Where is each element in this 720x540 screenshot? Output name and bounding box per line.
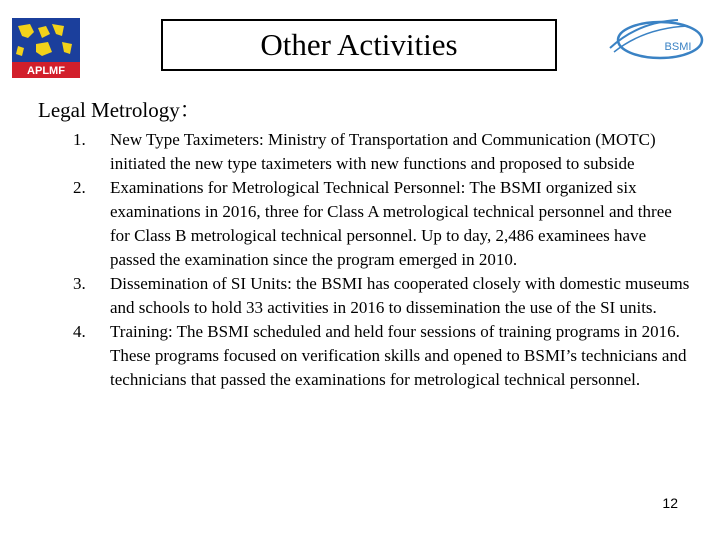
aplmf-logo-text: APLMF (27, 65, 65, 77)
list-item (0, 128, 690, 176)
page-number: 12 (662, 495, 678, 511)
list-item-number: 3. (73, 274, 86, 293)
list-item-text: Training: The BSMI scheduled and held four sessions of training programs in 2016. These programs focused on verification skills and opened to BSMI’s technicians and technicians that passed the examinations for metrological technical personnel. (110, 322, 687, 389)
bsmi-logo-text: BSMI (664, 41, 692, 53)
list-item-number: 2. (73, 178, 86, 197)
list-item (0, 320, 690, 392)
section-heading: Legal Metrology： (38, 98, 201, 122)
world-map-logo-icon (12, 18, 80, 78)
list-item (0, 272, 690, 320)
aplmf-logo (12, 18, 80, 78)
list-item (0, 176, 690, 272)
page-title: Other Activities (260, 27, 458, 62)
list-item-number: 1. (73, 130, 86, 149)
title-box (161, 19, 557, 71)
list-item-number: 4. (73, 322, 86, 341)
numbered-list (0, 128, 720, 392)
list-item-text: Examinations for Metrological Technical Personnel: The BSMI organized six examinations in 2016, three for Class A metrological technical personnel and three for Class B metrological technical personnel. Up to day, 2,486 examinees have passed the examination since the program emerged in 2010. (110, 178, 672, 269)
list-item-text: New Type Taximeters: Ministry of Transportation and Communication (MOTC) initiated the new type taximeters with new functions and proposed to subside (110, 130, 656, 173)
list-item-text: Dissemination of SI Units: the BSMI has cooperated closely with domestic museums and schools to hold 33 activities in 2016 to dissemination the use of the SI units. (110, 274, 690, 317)
bsmi-logo (608, 14, 704, 64)
bsmi-logo-icon (608, 14, 704, 64)
